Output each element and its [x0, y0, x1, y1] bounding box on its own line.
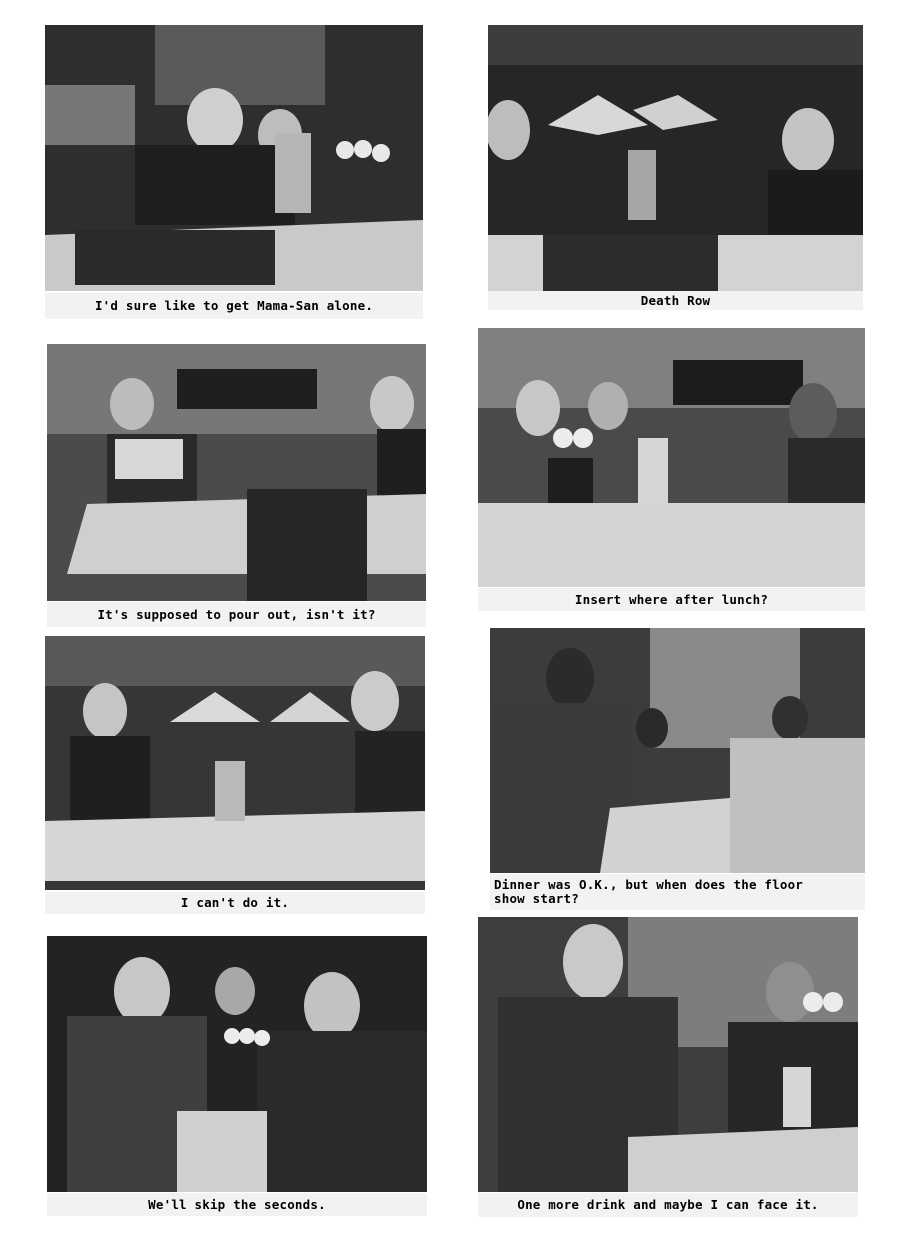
caption-3: It's supposed to pour out, isn't it?: [47, 602, 426, 627]
caption-1: I'd sure like to get Mama-San alone.: [45, 293, 423, 319]
caption-2: Death Row: [488, 291, 863, 310]
caption-6: Dinner was O.K., but when does the floor show start?: [490, 874, 865, 910]
photo-8: [478, 917, 858, 1192]
photo-3: [47, 344, 426, 601]
photo-panel-6: [490, 628, 865, 913]
photo-panel-4: [478, 328, 865, 611]
caption-8: One more drink and maybe I can face it.: [478, 1193, 858, 1217]
photo-2: [488, 25, 863, 291]
photo-5: [45, 636, 425, 890]
caption-5: I can't do it.: [45, 892, 425, 914]
photo-panel-7: [47, 936, 427, 1216]
caption-4: Insert where after lunch?: [478, 588, 865, 611]
photo-panel-8: [478, 917, 858, 1217]
photo-panel-2: [488, 25, 863, 310]
photo-7: [47, 936, 427, 1192]
photo-6: [490, 628, 865, 873]
photo-1: [45, 25, 423, 291]
caption-7: We'll skip the seconds.: [47, 1193, 427, 1216]
photo-panel-3: [47, 344, 426, 627]
photo-panel-1: [45, 25, 423, 320]
photo-4: [478, 328, 865, 587]
photo-panel-5: [45, 636, 425, 914]
